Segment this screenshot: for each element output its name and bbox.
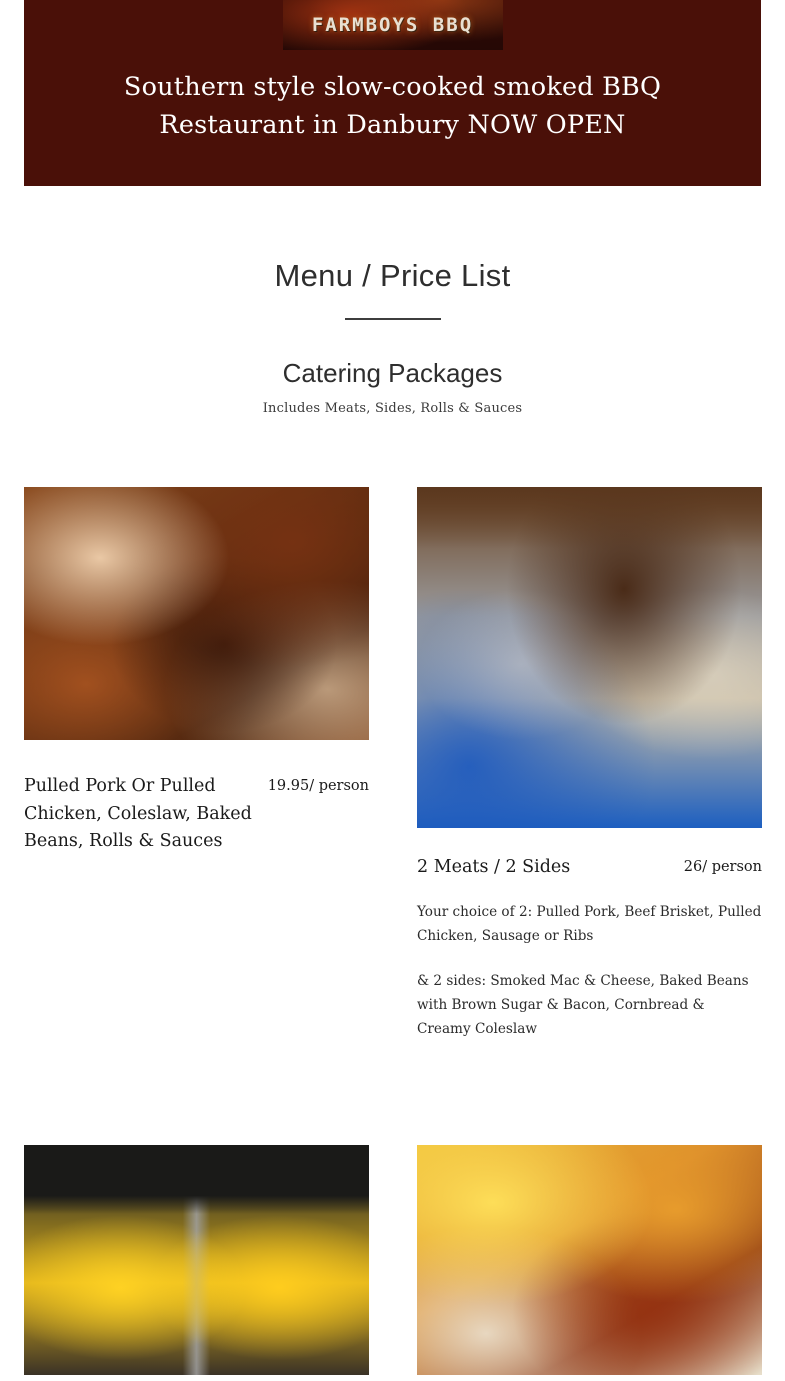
logo-text: FARMBOYS BBQ (311, 14, 474, 36)
item-name: 2 Meats / 2 Sides (417, 857, 571, 877)
hero-headline: Southern style slow-cooked smoked BBQ Restaurant in Danbury NOW OPEN (123, 72, 662, 140)
menu-item-mac-and-cheese (24, 1145, 369, 1375)
section-subtitle: Includes Meats, Sides, Rolls & Sauces (262, 401, 523, 416)
item-header (417, 854, 762, 882)
item-description-sides: & 2 sides: Smoked Mac & Cheese, Baked Beans with Brown Sugar & Bacon, Cornbread & Creamy Coleslaw (417, 972, 749, 1037)
pulled-pork-photo (24, 487, 369, 740)
item-header (24, 773, 369, 856)
farmboys-bbq-logo (283, 0, 503, 50)
item-name: Pulled Pork Or Pulled Chicken, Coleslaw, Baked Beans, Rolls & Sauces (24, 776, 252, 851)
item-price: 19.95/ person (267, 778, 369, 794)
menu-item-brisket-sandwich (417, 1145, 762, 1375)
catering-trays-photo (417, 487, 762, 828)
title-divider (345, 318, 441, 320)
mac-and-cheese-trays-photo (24, 1145, 369, 1375)
section-title: Catering Packages (282, 358, 503, 388)
menu-item-pulled-pork (24, 487, 369, 856)
item-description-meats: Your choice of 2: Pulled Pork, Beef Brisket, Pulled Chicken, Sausage or Ribs (417, 903, 762, 944)
item-price: 26/ person (683, 859, 762, 875)
hero-banner (24, 0, 761, 186)
brisket-sandwich-photo (417, 1145, 762, 1375)
page-title: Menu / Price List (274, 258, 511, 293)
menu-item-two-meats-two-sides (417, 487, 762, 1041)
